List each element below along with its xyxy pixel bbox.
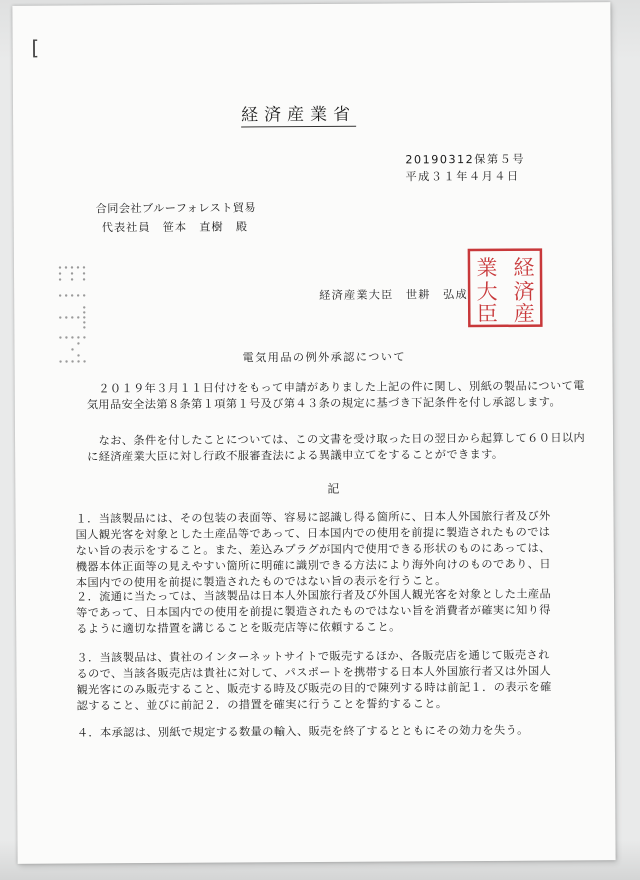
- document-number: 20190312保第５号: [405, 152, 526, 167]
- ministry-heading: 経済産業省: [241, 100, 356, 128]
- addressee-representative: 代表社員 笹本 直樹 殿: [101, 220, 249, 235]
- seal-glyph: 産: [513, 301, 535, 326]
- ki-label: 記: [327, 481, 340, 496]
- document-date: 平成３１年４月４日: [405, 169, 520, 184]
- minister-name: 経済産業大臣 世耕 弘成: [319, 288, 468, 302]
- condition-item: １．当該製品には、その包装の表面等、容易に認識し得る箇所に、日本人外国旅行者及び外国人観光客を対象とした土産品等であって、日本国内での使用を前提に製造されたものではない旨の表示をすること。また、差込みプラグが国内で使用できる形状のものにあっては、機器本体正面等の見えやすい箇所に明確に識別できる方法により海外向けのものであり、日本国内での使用を前提に製造されたものではない旨の表示を行うこと。: [75, 509, 551, 590]
- seal-glyph: 大: [476, 279, 498, 305]
- document-page: [12, 2, 615, 864]
- condition-item: ４．本承認は、別紙で規定する数量の輸入、販売を終了するとともにその効力を失う。: [76, 723, 529, 740]
- meti-perforation-mark: [56, 263, 93, 367]
- binding-bracket-mark: [: [28, 35, 41, 60]
- seal-glyph: 済: [513, 279, 535, 304]
- seal-glyph: 業: [476, 255, 498, 281]
- seal-glyph: 臣: [476, 301, 498, 327]
- body-paragraph-2: なお、条件を付したことについては、この文書を受け取った日の翌日から起算して６０日以内に経済産業大臣に対し行政不服審査法による異議申立てをすることができます。: [87, 431, 586, 464]
- addressee-company: 合同会社ブルーフォレスト貿易: [95, 201, 256, 216]
- condition-item: ３．当該製品は、貴社のインターネットサイトで販売するほか、各販売店を通じて販売されるので、当該各販売店は貴社に対して、パスポートを携帯する日本人外国旅行者又は外国人観光客にのみ販売すること、販売する時及び販売の目的で陳列する時は前記１．の表示を確認すること、並びに前記２．の措置を確実に行うことを誓約すること。: [76, 648, 552, 713]
- minister-seal: [466, 247, 544, 329]
- condition-item: ２．流通に当たっては、当該製品は日本人外国旅行者及び外国人観光客を対象とした土産品等であって、日本国内での使用を前提に製造されたものではない旨を消費者が確実に知り得るように適切な措置を講じることを販売店等に依頼すること。: [75, 587, 552, 636]
- seal-glyph: 経: [513, 255, 535, 280]
- document-subject: 電気用品の例外承認について: [242, 350, 406, 365]
- body-paragraph-1: ２０１９年３月１１日付けをもって申請がありました上記の件に関し、別紙の製品について電気用品安全法第８条第１項第１号及び第４３条の規定に基づき下記条件を付し承認します。: [86, 379, 585, 412]
